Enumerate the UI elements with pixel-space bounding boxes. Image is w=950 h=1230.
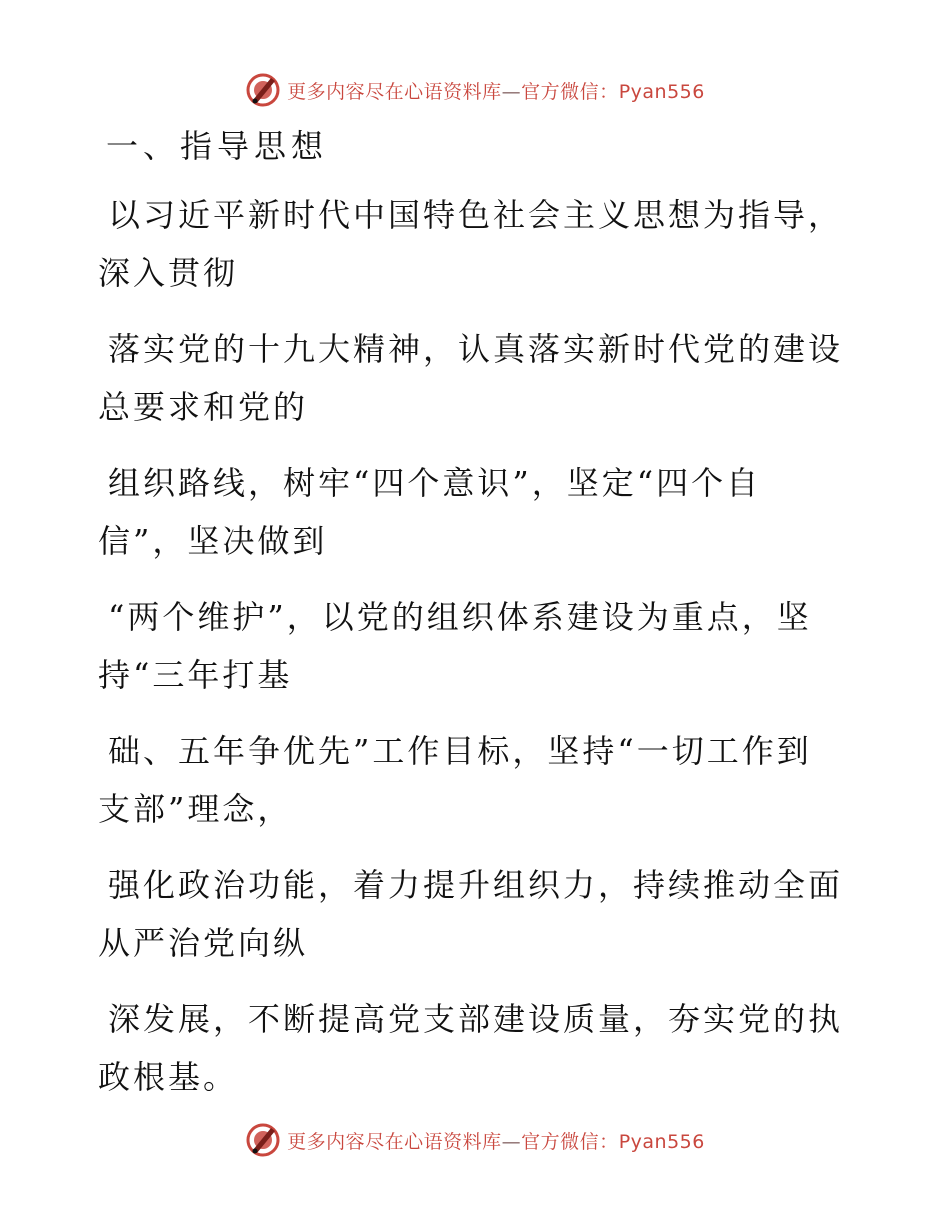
paragraph-line: 础、五年争优先”工作目标，坚持“一切工作到 xyxy=(108,732,812,770)
paragraph xyxy=(98,186,844,302)
footer-watermark xyxy=(0,1120,950,1160)
red-brush-logo-icon xyxy=(245,72,281,108)
paragraph-line: 落实党的十九大精神，认真落实新时代党的建设 xyxy=(108,330,844,368)
document-body xyxy=(98,118,844,1124)
paragraph-line: “两个维护”，以党的组织体系建设为重点，坚 xyxy=(108,598,812,636)
paragraph xyxy=(98,320,844,436)
paragraph xyxy=(98,722,838,838)
paragraph-line: 组织路线，树牢“四个意识”，坚定“四个自 xyxy=(108,464,762,502)
paragraph xyxy=(98,588,838,704)
paragraph-line: 政根基。 xyxy=(98,1058,239,1096)
paragraph xyxy=(98,454,838,570)
watermark-text: 更多内容尽在心语资料库—官方微信：Pyan556 xyxy=(287,1130,705,1153)
red-brush-logo-icon xyxy=(245,1122,281,1158)
paragraph-line: 从严治党向纵 xyxy=(98,924,309,962)
paragraph xyxy=(98,856,844,972)
paragraph-line: 以习近平新时代中国特色社会主义思想为指导， xyxy=(108,196,844,234)
paragraph-line: 深发展，不断提高党支部建设质量，夯实党的执 xyxy=(108,1000,844,1038)
paragraph xyxy=(98,990,844,1106)
paragraph-line: 支部”理念， xyxy=(98,790,293,828)
paragraph-line: 总要求和党的 xyxy=(98,388,309,426)
section-heading: 一、指导思想 xyxy=(106,127,329,165)
paragraph-line: 深入贯彻 xyxy=(98,254,239,292)
paragraph-line: 信”，坚决做到 xyxy=(98,522,328,560)
header-watermark xyxy=(0,70,950,110)
watermark-text: 更多内容尽在心语资料库—官方微信：Pyan556 xyxy=(287,80,705,103)
paragraph-line: 持“三年打基 xyxy=(98,656,293,694)
paragraph-line: 强化政治功能，着力提升组织力，持续推动全面 xyxy=(108,866,844,904)
